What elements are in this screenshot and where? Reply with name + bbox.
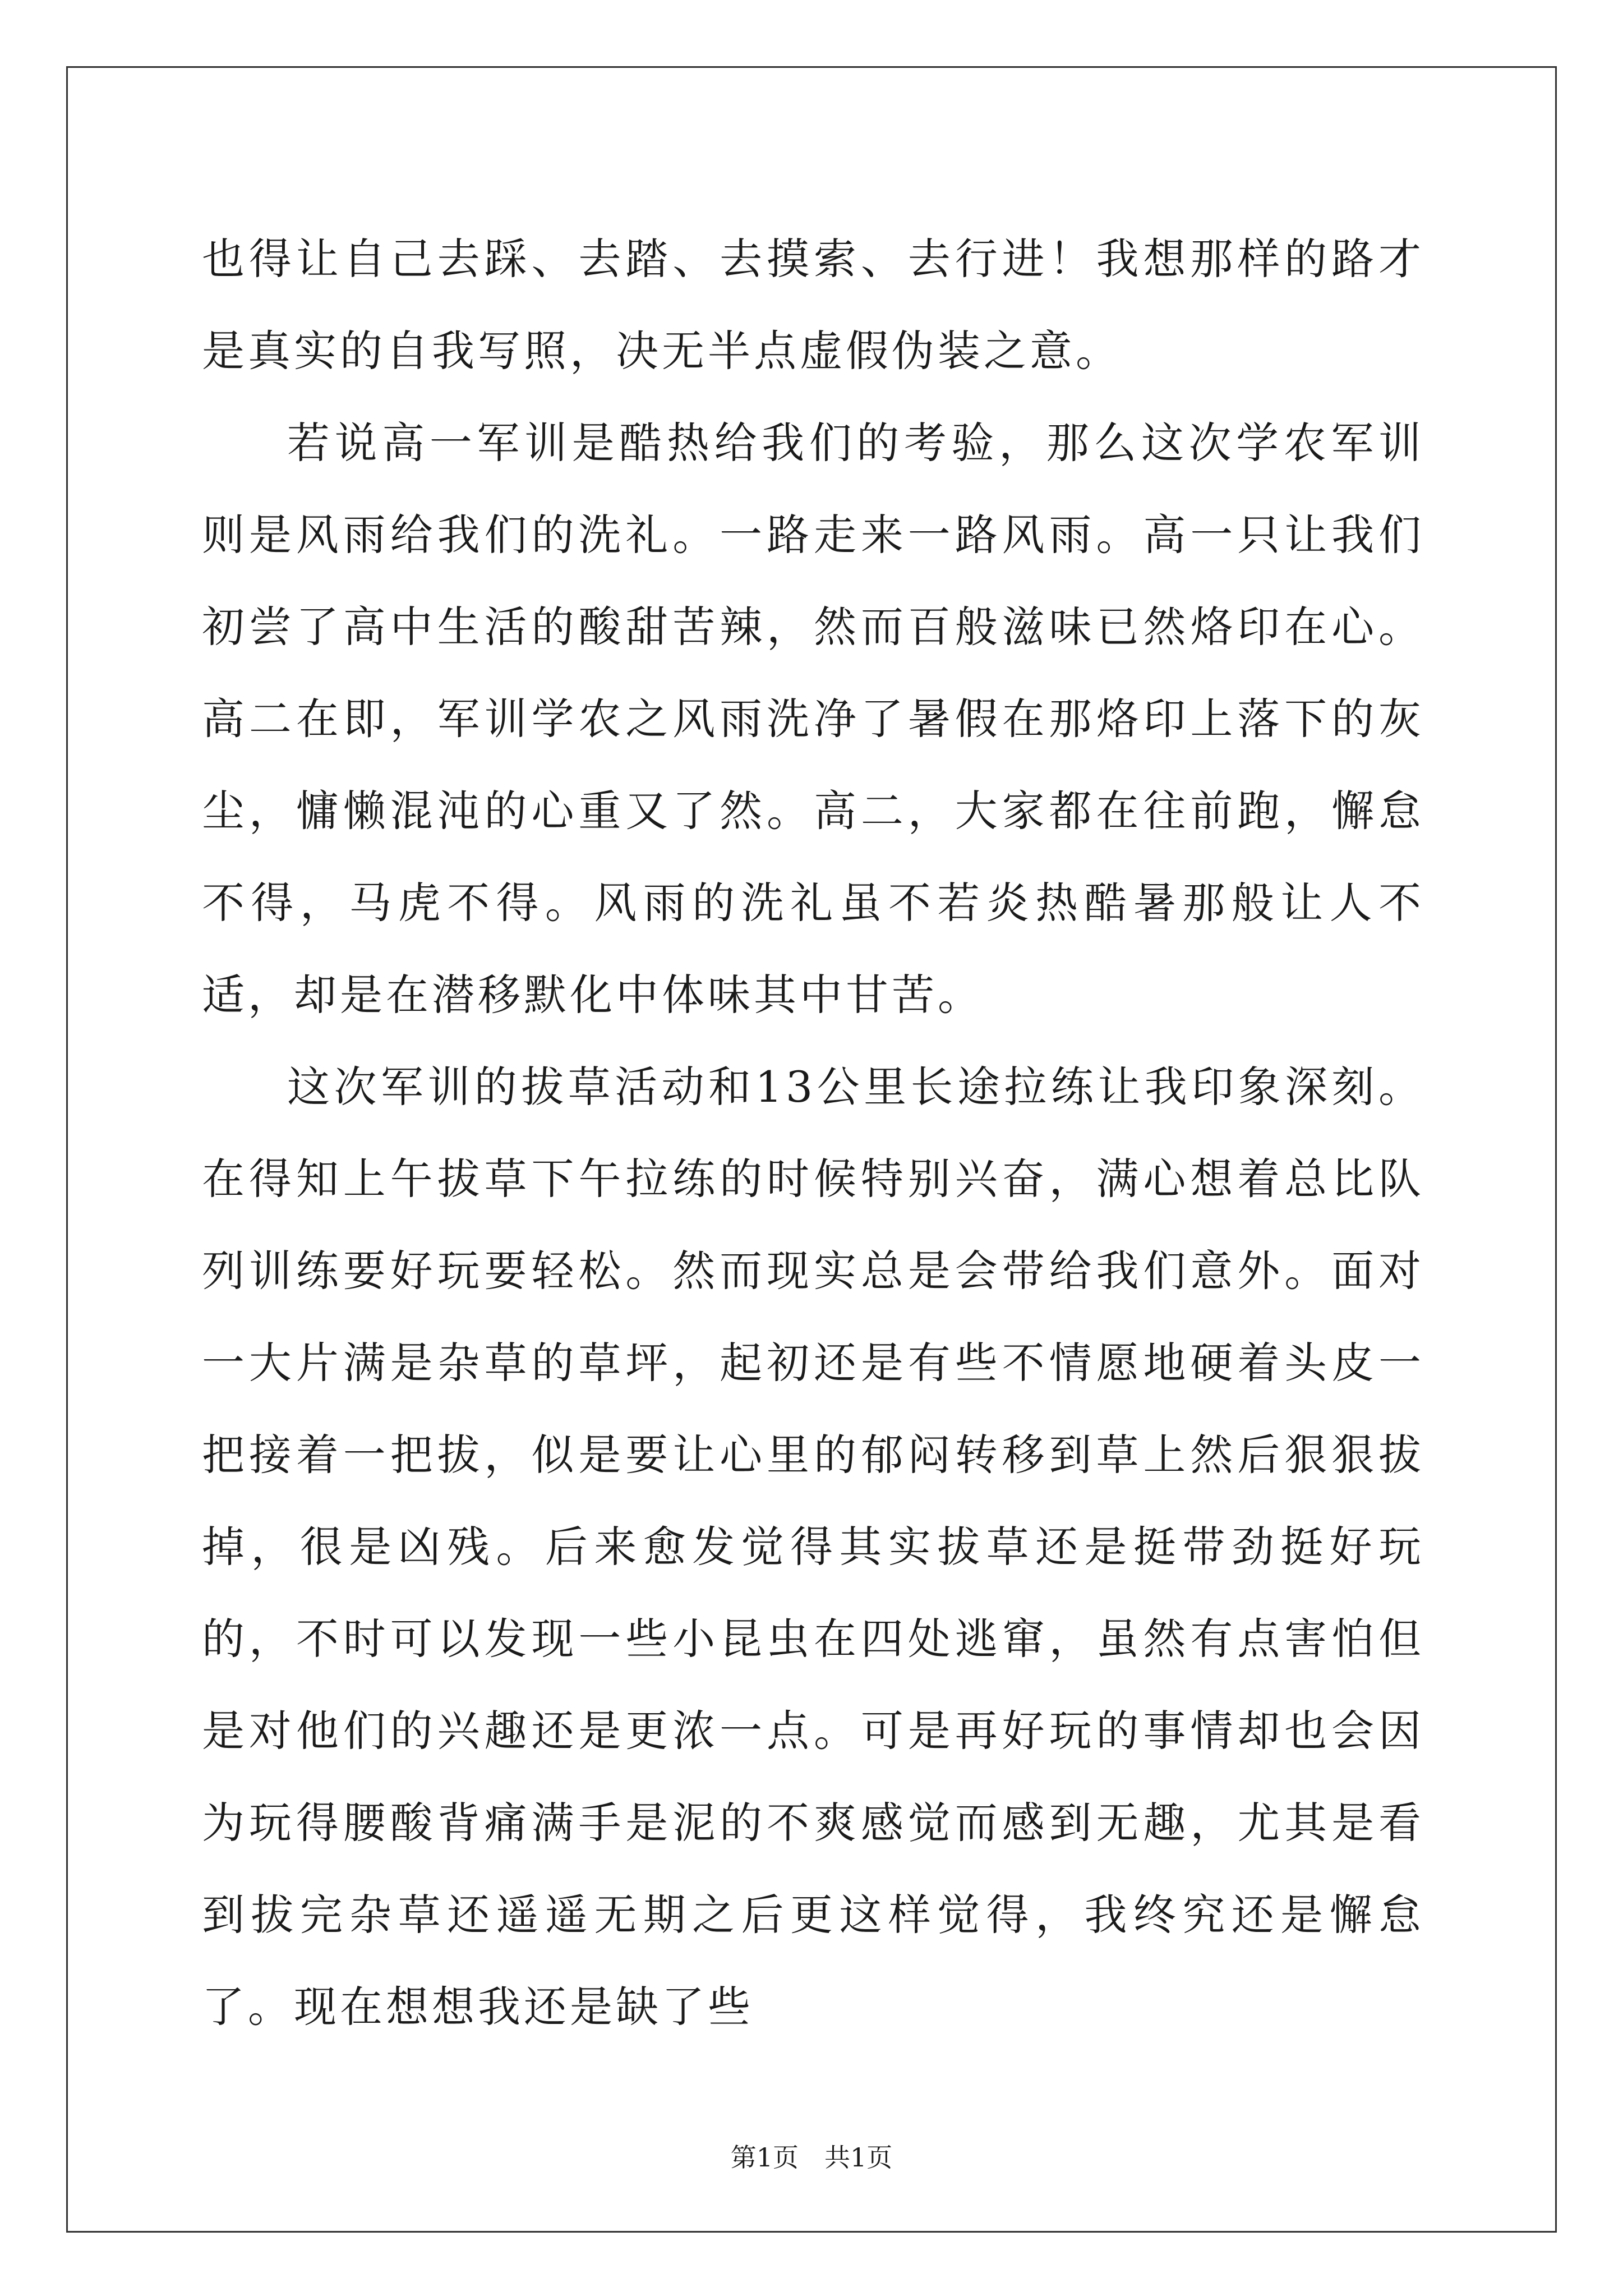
paragraph-3: 这次军训的拔草活动和13公里长途拉练让我印象深刻。在得知上午拔草下午拉练的时候特别兴奋，满心想着总比队列训练要好玩要轻松。然而现实总是会带给我们意外。面对一大片满是杂草的草坪，起初还是有些不情愿地硬着头皮一把接着一把拔，似是要让心里的郁闷转移到草上然后狠狠拔掉，很是凶残。后来愈发觉得其实拔草还是挺带劲挺好玩的，不时可以发现一些小昆虫在四处逃窜，虽然有点害怕但是对他们的兴趣还是更浓一点。可是再好玩的事情却也会因为玩得腰酸背痛满手是泥的不爽感觉而感到无趣，尤其是看到拔完杂草还遥遥无期之后更这样觉得，我终究还是懈怠了。现在想想我还是缺了些 — [202, 1062, 1424, 2032]
paragraph-1: 也得让自己去踩、去踏、去摸索、去行进！我想那样的路才是真实的自我写照，决无半点虚假伪装之意。 — [202, 234, 1424, 376]
document-body — [202, 213, 1424, 2053]
page-footer: 第1页 共1页 — [730, 2142, 893, 2173]
paragraph-2: 若说高一军训是酷热给我们的考验，那么这次学农军训则是风雨给我们的洗礼。一路走来一路风雨。高一只让我们初尝了高中生活的酸甜苦辣，然而百般滋味已然烙印在心。高二在即，军训学农之风雨洗净了暑假在那烙印上落下的灰尘，慵懒混沌的心重又了然。高二，大家都在往前跑，懈怠不得，马虎不得。风雨的洗礼虽不若炎热酷暑那般让人不适，却是在潜移默化中体味其中甘苦。 — [202, 418, 1424, 1020]
